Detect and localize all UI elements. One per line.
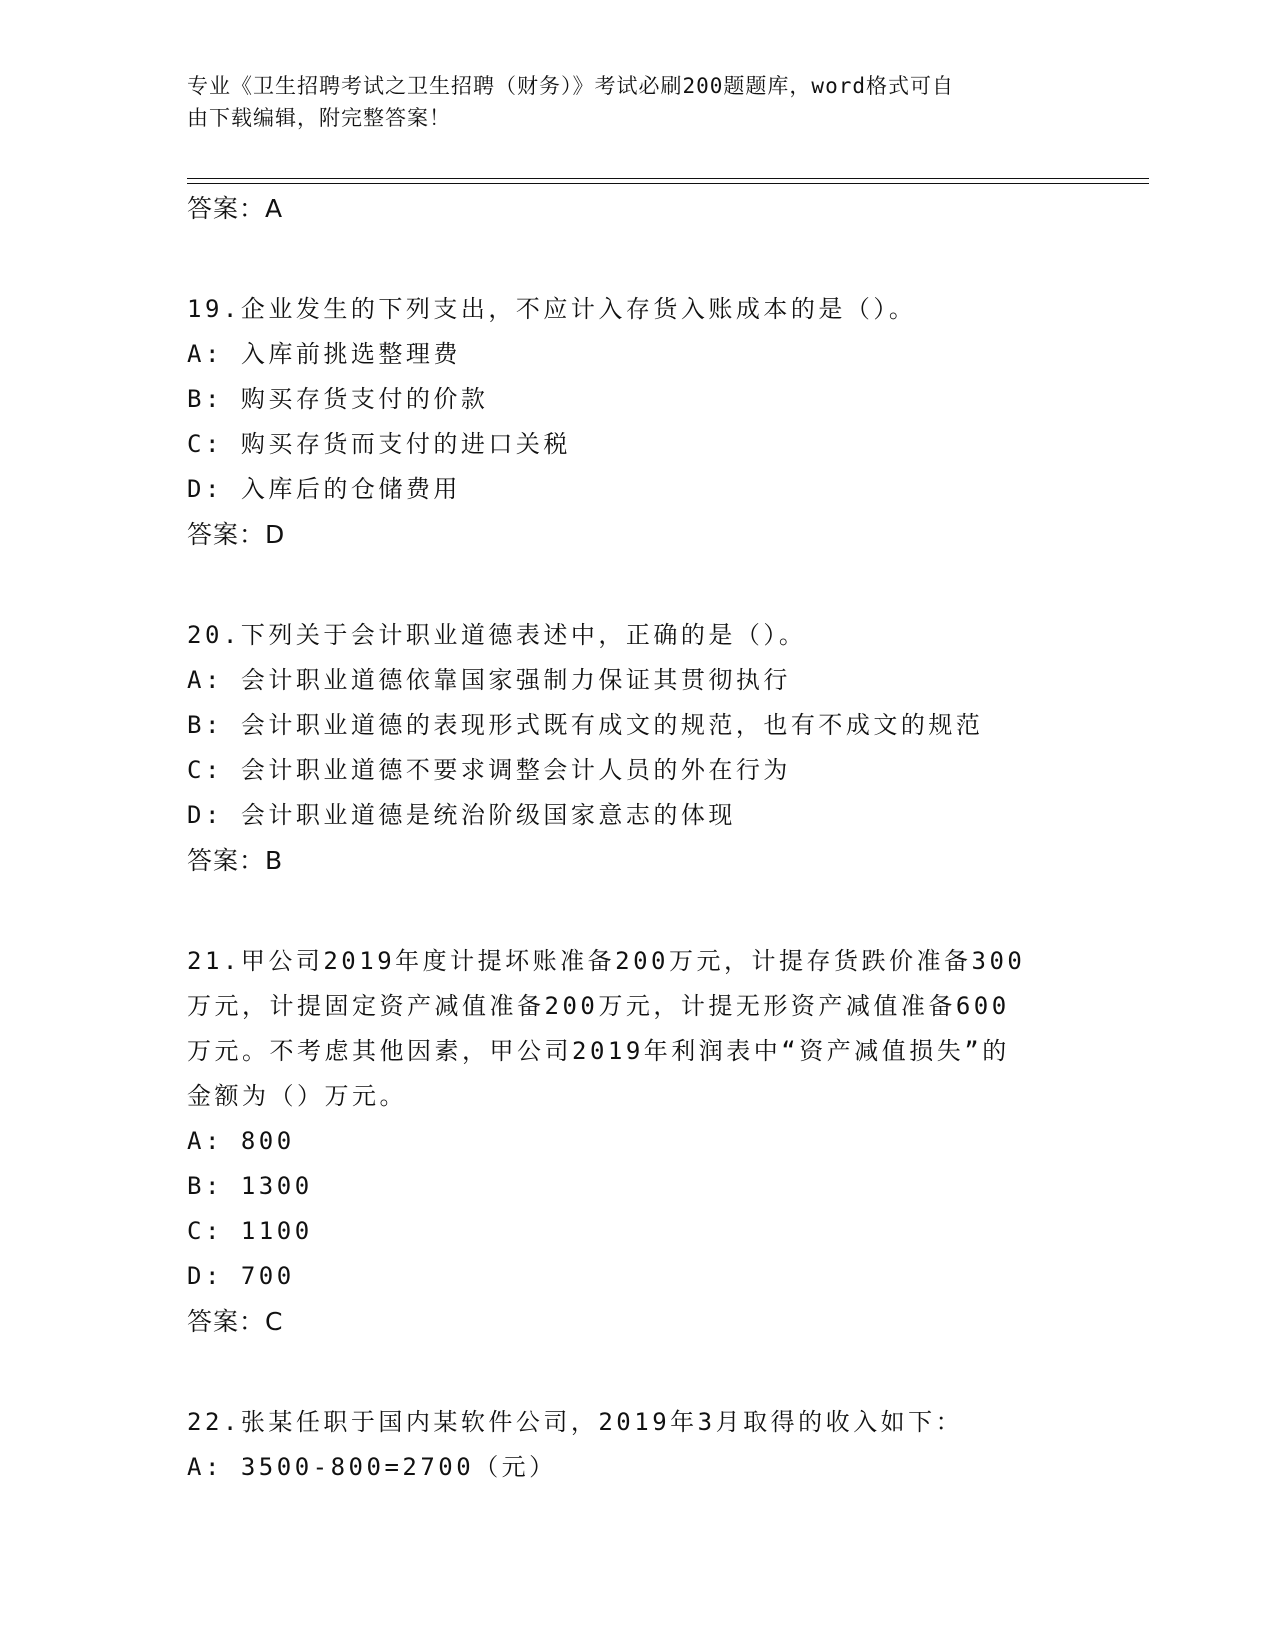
answer-line: 答案：C [187, 1307, 284, 1336]
option-d: D: 700 [187, 1262, 295, 1290]
question-21 [187, 939, 1087, 1344]
header-line-2: 由下载编辑，附完整答案！ [187, 106, 451, 130]
question-list [187, 186, 1087, 1490]
option-b: B: 1300 [187, 1172, 313, 1200]
header-divider-top [187, 178, 1149, 179]
answer-line: 答案：A [187, 194, 284, 223]
spacer [187, 883, 1087, 939]
option-c: C: 会计职业道德不要求调整会计人员的外在行为 [187, 756, 791, 784]
option-a: A: 800 [187, 1127, 295, 1155]
option-c: C: 购买存货而支付的进口关税 [187, 430, 571, 458]
option-a: A: 会计职业道德依靠国家强制力保证其贯彻执行 [187, 666, 791, 694]
question-stem: 21.甲公司2019年度计提坏账准备200万元，计提存货跌价准备300 [187, 947, 1026, 975]
question-19 [187, 287, 1087, 557]
header-line-1: 专业《卫生招聘考试之卫生招聘（财务）》考试必刷200题题库，word格式可自 [187, 74, 954, 98]
question-22 [187, 1400, 1087, 1490]
question-stem-cont: 万元。不考虑其他因素，甲公司2019年利润表中“资产减值损失”的 [187, 1037, 1010, 1065]
option-c: C: 1100 [187, 1217, 313, 1245]
spacer [187, 557, 1087, 613]
answer-line: 答案：B [187, 846, 284, 875]
question-stem: 19.企业发生的下列支出，不应计入存货入账成本的是（）。 [187, 295, 917, 323]
spacer [187, 231, 1087, 287]
header-divider-bottom [187, 183, 1149, 184]
spacer [187, 1344, 1087, 1400]
document-header [187, 70, 1067, 134]
question-stem: 20.下列关于会计职业道德表述中，正确的是（）。 [187, 621, 807, 649]
answer-line: 答案：D [187, 520, 286, 549]
option-b: B: 购买存货支付的价款 [187, 385, 489, 413]
option-b: B: 会计职业道德的表现形式既有成文的规范，也有不成文的规范 [187, 711, 984, 739]
question-stem: 22.张某任职于国内某软件公司，2019年3月取得的收入如下： [187, 1408, 964, 1436]
question-stem-cont: 金额为（）万元。 [187, 1082, 407, 1110]
option-a: A: 入库前挑选整理费 [187, 340, 461, 368]
option-d: D: 会计职业道德是统治阶级国家意志的体现 [187, 801, 736, 829]
question-stem-cont: 万元，计提固定资产减值准备200万元，计提无形资产减值准备600 [187, 992, 1010, 1020]
option-d: D: 入库后的仓储费用 [187, 475, 461, 503]
option-a: A: 3500-800=2700（元） [187, 1453, 557, 1481]
question-20 [187, 613, 1087, 883]
